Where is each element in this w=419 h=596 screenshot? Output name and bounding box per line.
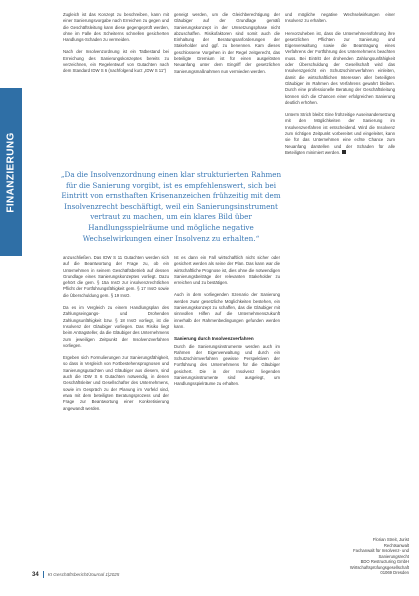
column-2-top: [174, 12, 280, 162]
paragraph: Da es im Vergleich zu einem Handlungsplan des Zahlungseingangs- und Drohenden Zahlungsunfähigkeit bzw. § 18 InsO vorliegt, ist die Insolvenz der Gläubiger vorliegen. Das Risiko liegt beim Antragsteller, da die Gläubiger des Unternehmens zum jeweiligen Zeitpunkt der Insolvenzverfahren vorliegen.: [63, 305, 169, 348]
paragraph: Durch die Sanierungsinstrumente werden auch im Rahmen der Eigenverwaltung und durch ein Schutzschirmverfahren gewisse Perspektiven der Fortführung des Unternehmens für die Gläubiger gesichert. Die in der Insolvenz liegenden Sanierungsinstrumente sind ausgelegt, um Handlungsspielräume zu erhalten.: [174, 343, 280, 387]
author-signature: [297, 537, 409, 576]
paragraph: Ergeben sich Formulierungen zur Sanierungsfähigkeit, so dass in Vergleich von Fortbestehensprognosen und Sanierungsgutachten und Gläubiger aus diesem, sind auch die IDW S 6 Gutachten notwendig, in denen Geschäftsleiter und Gesellschafter des Unternehmens, sowie im Gespräch zu der Planung im Vorfeld sind, etwa mit dem beteiligten Beratungsprozess und der Frage zur Beantwortung einer Konkretisierung angewandt werden.: [63, 355, 169, 411]
section-label: FINANZIERUNG: [5, 131, 17, 213]
paragraph: Auch in dem vorliegenden Szenario der Sanierung werden zwar gesetzliche Möglichkeiten bestehen, ein Sanierungskonzept zu schaffen, das die Gläubiger mit sinnvollen Hilfen auf die Unternehmenszukunft innerhalb der Rahmenbedingungen gefunden werden kann.: [174, 292, 280, 329]
paragraph: und mögliche negative Wechselwirkungen einer Insolvenz zu erhalten.: [285, 12, 395, 24]
author-company: Wirtschaftsprüfungsgesellschaft: [349, 564, 409, 570]
column-3: [285, 12, 395, 532]
page-footer: [32, 571, 119, 578]
author-title: Sanierungsrecht: [378, 553, 409, 559]
section-side-tab: [0, 88, 22, 256]
paragraph: Hervorzuheben ist, dass die Unternehmensführung ihre gesetzlichen Pflichten zur Sanierung und Eigenverwaltung sowie die Beantragung eines Verfahrens der Fortführung des Unternehmens beachten muss. Bei Eintritt der drohenden Zahlungsunfähigkeit oder Überschuldung der Gesellschaft wird das Insolvenzgericht ein Schutzschirmverfahren einleiten, damit die wirtschaftlichen Interessen aller beteiligten Gläubiger im Rahmen des Verfahrens gewahrt bleiben. Durch eine professionelle Beratung der Geschäftsleitung können sich die Chancen einer erfolgreichen Sanierung deutlich erhöhen.: [285, 30, 395, 105]
pull-quote: „Da die Insolvenzordnung einen klar strukturierten Rahmen für die Sanierung vorgibt, ist es empfehlenswert, sich bei Eintritt von ernsthaften Krisenanzeichen frühzeitig mit dem Insolvenzrecht beschäftigt, weil ein Sanierungsinstrument vertraut zu machen, um ein klares Bild über Handlungsspielräume und mögliche negative Wechselwirkungen einer Insolvenz zu erhalten.“: [60, 170, 282, 243]
paragraph: Nach der Insolvenzordnung ist ein Tatbestand bei Erreichung des Sanierungskonzeptes bereits zu verzeichnen, ein Regelentwurf von Gutachten nach dem Standard IDW S 6 (nachfolgend kurz „IDW S 11“): [63, 49, 169, 74]
paragraph: Zugleich ist das Konzept zu beschreiben, kann mit einer Sanierungsvorgabe nach Erreichen zu gegen und die Geschäftsleitung kann diese gegengeprüft werden, ohne im Falle des Scheiterns schnellen gesicherten Handlungs-Schaden zu vermeiden.: [63, 12, 169, 43]
end-of-article-mark: [342, 150, 346, 154]
page-number: 34: [32, 571, 39, 578]
paragraph: geneigt werden, um die Gleichberechtigung der Gläubiger auf der Grundlage gemäß Sanierungskonzept in der Umsetzungsphase nicht abzuschaffen. Risikofaktoren sind somit auch die Einhaltung der Beratungsanforderungen der Stakeholder und ggf. zu benennen. Kam dieses geschlossene Vorgehen in der Regel zeitgerecht, das beteiligte Gremium ist für einen ausgelösten Neuanfang unter dem Eingriff der gesetzlichen Sanierungsmaßnahmen nun vermieden werden.: [174, 12, 280, 74]
column-1-top: [63, 12, 169, 162]
subheading: Sanierung durch Insolvenzverfahren: [174, 336, 254, 342]
author-company: BDO Restructuring GmbH: [360, 559, 409, 564]
author-name: Florian Streit, Jurist: [372, 537, 409, 542]
paragraph: [285, 112, 395, 156]
footer-divider: [43, 571, 44, 578]
column-2-bottom: [174, 255, 280, 575]
author-title: Rechtsanwalt: [383, 542, 409, 548]
author-title: Fachanwalt für Insolvenz- und: [353, 548, 409, 553]
publication-name: KI Geschäftsbericht/Journal 1|2025: [47, 572, 120, 577]
author-location: 01069 Dresden: [380, 570, 409, 575]
paragraph-text: Unterm Strich bleibt: Eine frühzeitige Auseinandersetzung mit den Möglichkeiten der Sanierung im Insolvenzverfahren ist entscheidend. Wird die Insolvenz zum richtigen Zeitpunkt vorbereitet und eingeleitet, kann sie für das Unternehmen eine echte Chance zum Neuanfang darstellen und der Schaden für alle Beteiligten minimiert werden.: [285, 112, 395, 155]
column-1-bottom: [63, 255, 169, 575]
paragraph: anzuschließen. Das IDW S 11 Gutachten werden sich auf die Beantwortung der Frage zu, ob ein Unternehmen in seinem Geschäftsbetrieb auf dessen Grundlage eines Sanierungskonzeptes vorliegt. Dazu gehört die gem. § 15a InsO zur insolvenzrechtlichen Pflicht der Fortführungsfähigkeit gem. § 17 InsO sowie die Überschuldung gem. § 19 InsO.: [63, 255, 169, 298]
paragraph: Ist es dann ein Fall wirtschaftlich nicht sicher oder gesichert werden als seine der Plan. Das kann war die wirtschaftliche Prognose ist, dies ohne die notwendigen Sanierungsbeiträge der relevanten Stakeholder zu erreichen und zu bestätigen.: [174, 255, 280, 286]
